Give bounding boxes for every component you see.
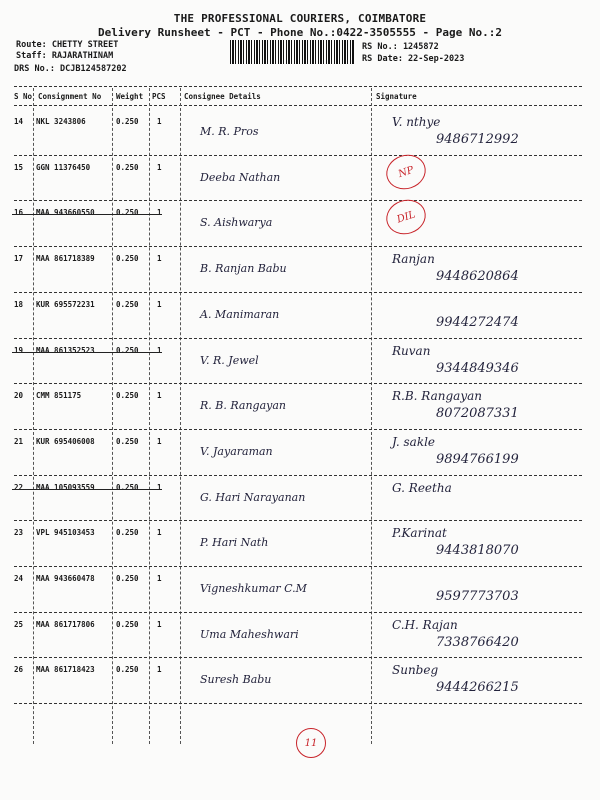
consignee-name: R. B. Rangayan: [200, 399, 286, 413]
signature: C.H. Rajan: [392, 617, 458, 632]
phone-number: 7338766420: [436, 634, 519, 650]
table-row: [0, 616, 600, 662]
col-sno: S No: [14, 92, 33, 101]
serial-number: 22: [14, 482, 24, 492]
row-separator: [14, 246, 582, 247]
table-row: [0, 296, 600, 342]
strikethrough-mark: [12, 352, 162, 353]
pcs-value: 1: [157, 345, 162, 355]
row-separator: [14, 566, 582, 567]
weight-value: 0.250: [116, 528, 139, 538]
weight-value: 0.250: [116, 391, 139, 401]
header-bottom-rule: [14, 105, 582, 106]
header-top-rule: [14, 86, 582, 87]
consignee-name: Vigneshkumar C.M: [200, 582, 307, 595]
strikethrough-mark: [12, 214, 162, 215]
serial-number: 23: [14, 528, 24, 538]
row-separator: [14, 657, 582, 658]
serial-number: 18: [14, 299, 24, 309]
table-row: [0, 661, 600, 707]
row-separator: [14, 475, 582, 476]
table-row: [0, 250, 600, 296]
pcs-value: 1: [157, 208, 162, 218]
consignee-name: Deeba Nathan: [200, 170, 281, 184]
pcs-value: 1: [157, 162, 162, 172]
row-separator: [14, 429, 582, 430]
route-label: Route: CHETTY STREET: [16, 40, 119, 50]
serial-number: 15: [14, 162, 24, 172]
row-separator: [14, 612, 582, 613]
signature: V. nthye: [392, 115, 441, 129]
drs-number: DRS No.: DCJB124587202: [14, 64, 127, 74]
serial-number: 26: [14, 665, 24, 675]
consignee-name: P. Hari Nath: [200, 536, 269, 550]
phone-number: 9448620864: [436, 269, 519, 285]
row-separator: [14, 292, 582, 293]
phone-number: 9444266215: [436, 680, 519, 696]
consignee-name: M. R. Pros: [200, 125, 259, 138]
consignee-name: Suresh Babu: [200, 673, 272, 687]
weight-value: 0.250: [116, 208, 139, 218]
consignment-number: GGN 11376450: [36, 162, 91, 172]
pcs-value: 1: [157, 436, 162, 446]
signature: G. Reetha: [392, 480, 452, 495]
status-stamp: DIL: [382, 195, 431, 240]
weight-value: 0.250: [116, 299, 139, 309]
serial-number: 20: [14, 391, 24, 401]
table-row: [0, 570, 600, 616]
consignment-number: MAA 861352523: [36, 345, 95, 355]
consignment-number: CMM 851175: [36, 391, 82, 401]
serial-number: 17: [14, 254, 24, 264]
company-title: THE PROFESSIONAL COURIERS, COIMBATORE: [173, 12, 427, 25]
col-pcs: PCS: [152, 92, 166, 101]
phone-number: 9443818070: [436, 543, 519, 559]
consignment-number: NKL 3243806: [36, 117, 86, 126]
table-row: [0, 433, 600, 479]
table-row: [0, 479, 600, 525]
consignee-name: V. R. Jewel: [200, 353, 259, 367]
consignment-number: MAA 943660478: [36, 574, 95, 583]
phone-number: 9894766199: [436, 451, 519, 467]
phone-number: 9597773703: [436, 589, 519, 604]
table-row: [0, 204, 600, 250]
pcs-value: 1: [157, 482, 162, 492]
consignment-number: KUR 695406008: [36, 436, 95, 446]
pcs-value: 1: [157, 665, 162, 675]
row-separator: [14, 338, 582, 339]
col-weight: Weight: [116, 92, 144, 101]
row-separator: [14, 200, 582, 201]
consignee-name: S. Aishwarya: [200, 216, 273, 230]
serial-number: 25: [14, 619, 24, 629]
consignment-number: KUR 695572231: [36, 299, 95, 309]
consignment-number: MAA 105093559: [36, 482, 95, 492]
phone-number: 9944272474: [436, 314, 519, 330]
col-signature: Signature: [376, 92, 417, 101]
phone-number: 9344849346: [436, 360, 519, 376]
weight-value: 0.250: [116, 254, 139, 264]
pcs-value: 1: [157, 254, 162, 264]
weight-value: 0.250: [116, 162, 139, 172]
serial-number: 16: [14, 208, 24, 218]
pcs-value: 1: [157, 117, 162, 126]
pcs-value: 1: [157, 574, 162, 583]
table-row: [0, 524, 600, 570]
pcs-value: 1: [157, 299, 162, 309]
rs-number: RS No.: 1245872: [362, 42, 439, 52]
row-separator: [14, 383, 582, 384]
table-row: [0, 342, 600, 388]
table-row: [0, 113, 600, 159]
consignment-number: VPL 945103453: [36, 528, 95, 538]
consignment-number: MAA 861718389: [36, 254, 95, 264]
signature: Sunbeg: [392, 663, 439, 678]
pcs-value: 1: [157, 619, 162, 629]
strikethrough-mark: [12, 489, 162, 490]
signature: P.Karinat: [392, 526, 447, 541]
signature: J. sakle: [392, 434, 436, 449]
consignment-number: MAA 861718423: [36, 665, 95, 675]
weight-value: 0.250: [116, 574, 139, 583]
status-stamp: NP: [382, 149, 431, 194]
col-consignee: Consignee Details: [184, 92, 261, 101]
table-row: [0, 387, 600, 433]
weight-value: 0.250: [116, 436, 139, 446]
signature: R.B. Rangayan: [392, 389, 482, 404]
serial-number: 21: [14, 436, 24, 446]
consignee-name: B. Ranjan Babu: [200, 262, 287, 276]
row-separator: [14, 155, 582, 156]
serial-number: 19: [14, 345, 24, 355]
runsheet-subtitle: Delivery Runsheet - PCT - Phone No.:0422-3505555 - Page No.:2: [98, 26, 502, 39]
consignment-number: MAA 861717806: [36, 619, 95, 629]
phone-number: 9486712992: [436, 132, 519, 147]
consignee-name: V. Jayaraman: [200, 444, 273, 458]
row-separator: [14, 520, 582, 521]
serial-number: 14: [14, 117, 24, 126]
serial-number: 24: [14, 574, 24, 583]
page-count-stamp: 11: [296, 728, 326, 758]
table-row: [0, 159, 600, 205]
col-consignment: Consignment No: [38, 92, 102, 101]
weight-value: 0.250: [116, 345, 139, 355]
pcs-value: 1: [157, 391, 162, 401]
barcode: [230, 40, 354, 64]
consignment-number: MAA 943660550: [36, 208, 95, 218]
weight-value: 0.250: [116, 482, 139, 492]
weight-value: 0.250: [116, 117, 139, 126]
signature: Ranjan: [392, 252, 435, 267]
consignee-name: G. Hari Narayanan: [200, 490, 306, 504]
consignee-name: Uma Maheshwari: [200, 627, 299, 641]
rs-date: RS Date: 22-Sep-2023: [362, 54, 465, 64]
weight-value: 0.250: [116, 665, 139, 675]
weight-value: 0.250: [116, 619, 139, 629]
consignee-name: A. Manimaran: [200, 307, 280, 321]
phone-number: 8072087331: [436, 406, 519, 422]
signature: Ruvan: [392, 343, 431, 358]
staff-label: Staff: RAJARATHINAM: [16, 51, 114, 61]
pcs-value: 1: [157, 528, 162, 538]
row-separator: [14, 703, 582, 704]
